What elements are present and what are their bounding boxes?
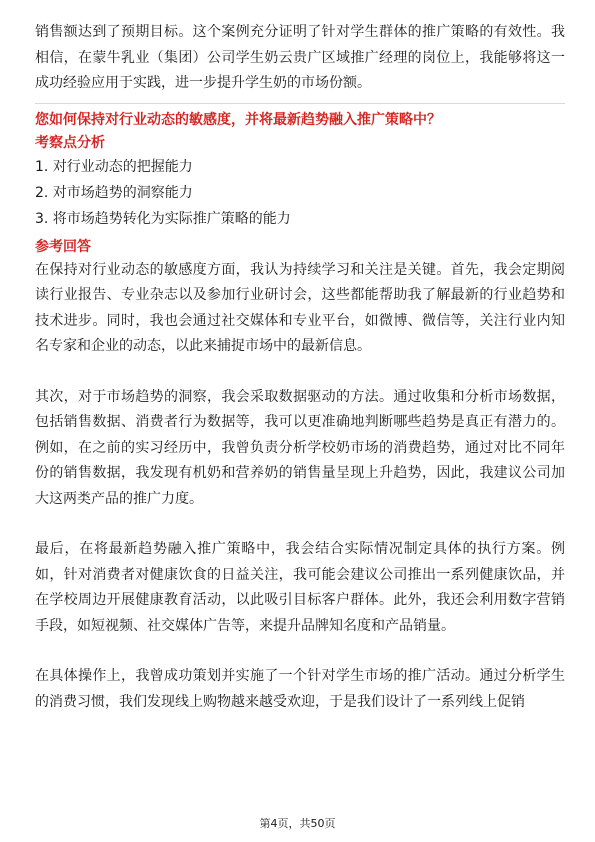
page-number: 第4页，共50页 — [259, 817, 336, 830]
answer-title: 参考回答 — [35, 238, 91, 255]
answer-paragraph: 在具体操作上，我曾成功策划并实施了一个针对学生市场的推广活动。通过分析学生的消费习惯，我们发现线上购物越来越受欢迎，于是我们设计了一系列线上促销 — [35, 668, 565, 710]
analysis-title: 考察点分析 — [35, 134, 105, 151]
question-heading: 您如何保持对行业动态的敏感度，并将最新趋势融入推广策略中？ — [35, 111, 441, 128]
answer-paragraph: 最后，在将最新趋势融入推广策略中，我会结合实际情况制定具体的执行方案。例如，针对消费者对健康饮食的日益关注，我可能会建议公司推出一系列健康饮品，并在学校周边开展健康教育活动，以此吸引目标客户群体。此外，我还会利用数字营销手段，如短视频、社交媒体广告等，来提升品牌知名度和产品销量。 — [35, 541, 565, 634]
answer-paragraph: 其次，对于市场趋势的洞察，我会采取数据驱动的方法。通过收集和分析市场数据，包括销售数据、消费者行为数据等，我可以更准确地判断哪些趋势是真正有潜力的。例如，在之前的实习经历中，我曾负责分析学校奶市场的消费趋势，通过对比不同年份的销售数据，我发现有机奶和营养奶的销售量呈现上升趋势，因此，我建议公司加大这两类产品的推广力度。 — [35, 388, 565, 507]
analysis-item: 2. 对市场趋势的洞察能力 — [35, 184, 193, 201]
analysis-item: 3. 将市场趋势转化为实际推广策略的能力 — [35, 210, 291, 227]
answer-paragraph: 在保持对行业动态的敏感度方面，我认为持续学习和关注是关键。首先，我会定期阅读行业报告、专业杂志以及参加行业研讨会，这些都能帮助我了解最新的行业趋势和技术进步。同时，我也会通过社交媒体和专业平台，如微博、微信等，关注行业内知名专家和企业的动态，以此来捕捉市场中的最新信息。 — [35, 261, 565, 354]
page-content — [35, 20, 565, 715]
analysis-list — [35, 154, 565, 232]
section-divider — [35, 103, 565, 104]
intro-paragraph: 销售额达到了预期目标。这个案例充分证明了针对学生群体的推广策略的有效性。我相信，在蒙牛乳业（集团）公司学生奶云贵广区域推广经理的岗位上，我能够将这一成功经验应用于实践，进一步提升学生奶的市场份额。 — [35, 24, 565, 91]
analysis-item: 1. 对行业动态的把握能力 — [35, 158, 193, 175]
